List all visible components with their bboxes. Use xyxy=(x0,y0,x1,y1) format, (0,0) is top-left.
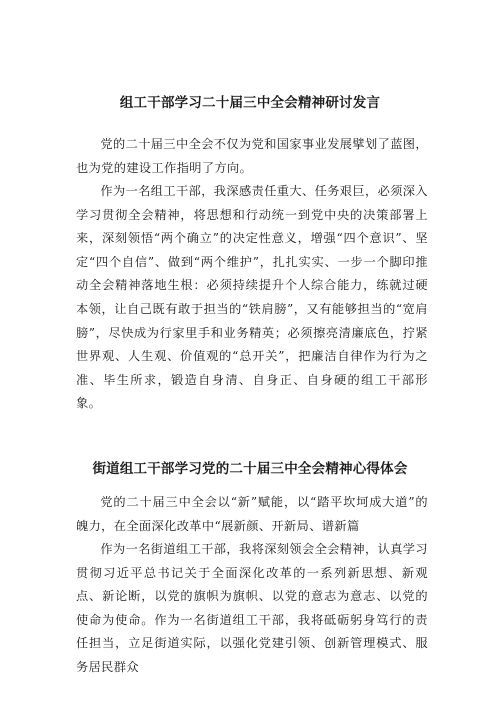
paragraph: 党的二十届三中全会不仅为党和国家事业发展擘划了蓝图，也为党的建设工作指明了方向。 xyxy=(76,137,428,175)
section-title: 街道组工干部学习党的二十届三中全会精神心得体会 xyxy=(92,461,408,477)
paragraph: 作为一名街道组工干部，我将深刻领会全会精神，认真学习贯彻习近平总书记关于全面深化改革的一系列新思想、新观点、新论断，以党的旗帜为旗帜、以党的意志为意志、以党的使命为使命。作为一名街道组工干部，我将砥砺躬身笃行的责任担当，立足街道实际，以强化党建引领、创新管理模式、服务居民群众 xyxy=(76,542,428,674)
section-title: 组工干部学习二十届三中全会精神研讨发言 xyxy=(119,95,381,111)
paragraph: 党的二十届三中全会以“新”赋能，以“踏平坎坷成大道”的魄力，在全面深化改革中“展新颜、开新局、谱新篇 xyxy=(76,495,428,533)
paragraph: 作为一名组工干部，我深感责任重大、任务艰巨，必须深入学习贯彻全会精神，将思想和行动统一到党中央的决策部署上来，深刻领悟“两个确立”的决定性意义，增强“四个意识”、坚定“四个自信”、做到“两个维护”，扎扎实实、一步一个脚印推动全会精神落地生根：必须持续提升个人综合能力，练就过硬本领，让自己既有敢于担当的“铁肩膀”，又有能够担当的“宽肩膀”，尽快成为行家里手和业务精英；必须擦亮清廉底色，拧紧世界观、人生观、价值观的“总开关”，把廉洁自律作为行为之准、毕生所求，锻造自身清、自身正、自身硬的组工干部形象。 xyxy=(76,184,428,411)
